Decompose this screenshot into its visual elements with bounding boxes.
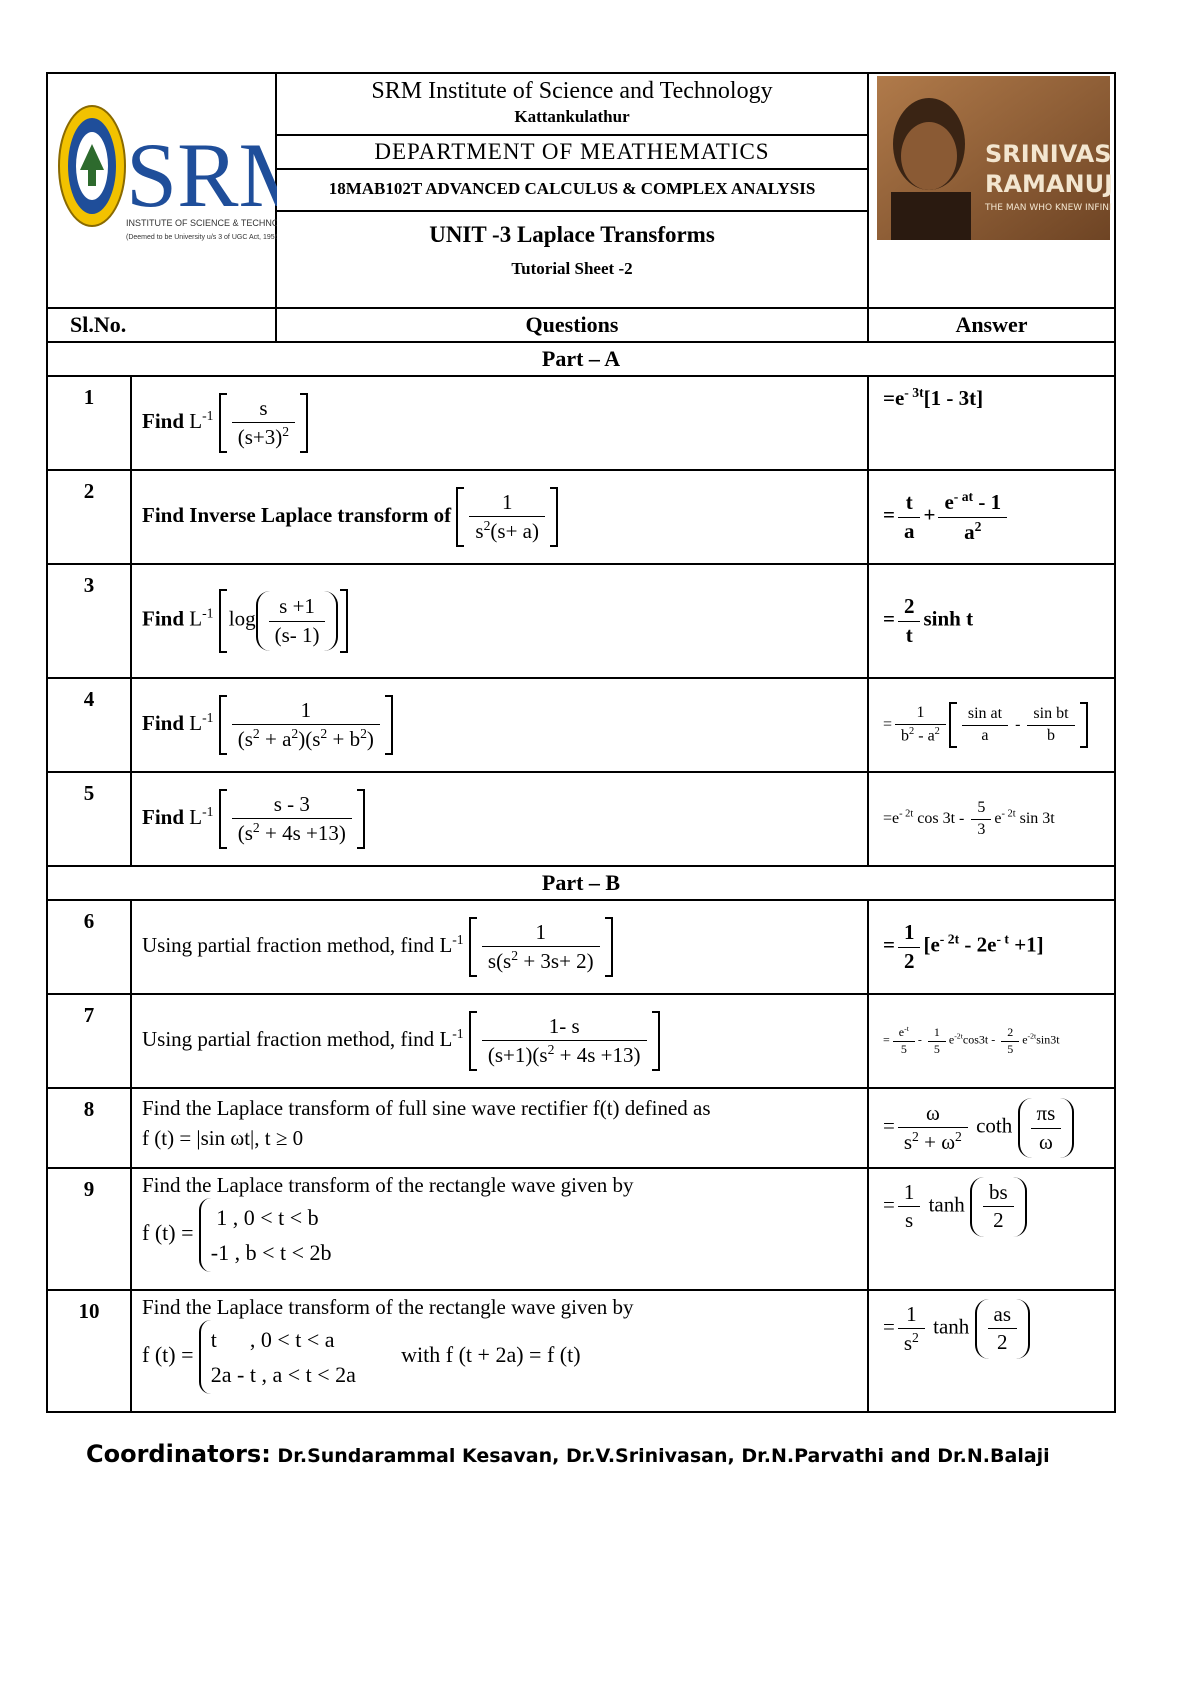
- col-answer: Answer: [868, 308, 1115, 342]
- table-row: [47, 564, 1115, 678]
- question: Find $L^{-1}$ $\frac{s - 3}{(s^2 + 4s +13)}$: [131, 772, 868, 866]
- question: Find $L^{-1}$ $\frac{1}{(s^2 + a^2)(s^2 + b^2)}$: [131, 678, 868, 772]
- col-sl: Sl.No.: [47, 308, 276, 342]
- row-number: 1: [47, 376, 131, 470]
- answer: = $\frac{1}{2}$ $[e^{- 2t} - 2e^{- t} +1]$: [868, 900, 1115, 994]
- row-number: 8: [47, 1088, 131, 1168]
- column-header-row: [47, 308, 1115, 342]
- location: Kattankulathur: [277, 102, 867, 136]
- svg-text:THE MAN WHO KNEW INFINITY: THE MAN WHO KNEW INFINITY: [985, 203, 1112, 213]
- answer: = $\frac{e^{-t}}{5}$ - $\frac{1}{5}$ $e^{-2t}\cos 3t$ - $\frac{2}{5}$ $e^{-2t}\sin 3t$: [868, 994, 1115, 1088]
- svg-text:SRM: SR: [126, 124, 239, 226]
- question: Find $L^{-1}$ $\frac{s}{(s+3)^2}$: [131, 376, 868, 470]
- srm-logo: [47, 73, 276, 308]
- part-b-row: [47, 866, 1115, 900]
- department: DEPARTMENT OF MEATHEMATICS: [277, 136, 867, 170]
- row-number: 10: [47, 1290, 131, 1412]
- svg-text:INSTITUTE OF SCIENCE & TECHNOL: INSTITUTE OF SCIENCE & TECHNO: [126, 218, 277, 228]
- coordinators: [86, 1440, 1050, 1468]
- course-title: 18MAB102T ADVANCED CALCULUS & COMPLEX ANALYSIS: [277, 170, 867, 212]
- answer: $=e^{- 2t}$ cos 3t - $\frac{5}{3}$ $e^{- 2t}$ sin 3t: [868, 772, 1115, 866]
- answer: = $\frac{1}{b^2 - a^2}$ $\frac{\text{sin at}}{a}$ - $\frac{\text{sin bt}}{b}$: [868, 678, 1115, 772]
- svg-text:RAMANUJAN: RAMANUJ: [985, 170, 1112, 198]
- table-row: [47, 772, 1115, 866]
- question: Find Inverse Laplace transform of $\frac{1}{s^2(s+ a)}$: [131, 470, 868, 564]
- table-row: [47, 994, 1115, 1088]
- coordinators-label: Coordinators:: [86, 1440, 271, 1468]
- row-number: 2: [47, 470, 131, 564]
- table-row: [47, 1168, 1115, 1290]
- answer: $=e^{- 3t}[1 - 3t]$: [868, 376, 1115, 470]
- sheet-title: Tutorial Sheet -2: [511, 259, 633, 278]
- question: Using partial fraction method, find $L^{-1}$ $\frac{1}{s(s^2 + 3s+ 2)}$: [131, 900, 868, 994]
- row-number: 4: [47, 678, 131, 772]
- table-row: [47, 376, 1115, 470]
- part-a-label: Part – A: [47, 342, 1115, 376]
- table-row: [47, 678, 1115, 772]
- question: Find the Laplace transform of the rectangle wave given by f (t) = 1 , 0 < t < b -1 , b < t < 2b: [131, 1168, 868, 1290]
- answer: = $\frac{1}{s^2}$ tanh $\frac{as}{2}$: [868, 1290, 1115, 1412]
- coordinators-names: Dr.Sundarammal Kesavan, Dr.V.Srinivasan, Dr.N.Parvathi and Dr.N.Balaji: [277, 1445, 1050, 1467]
- answer: = $\frac{2}{t}$ sinh t: [868, 564, 1115, 678]
- question: Using partial fraction method, find $L^{-1}$ $\frac{1- s}{(s+1)(s^2 + 4s +13)}$: [131, 994, 868, 1088]
- part-a-row: [47, 342, 1115, 376]
- row-number: 7: [47, 994, 131, 1088]
- header-titles: [276, 73, 868, 308]
- row-number: 3: [47, 564, 131, 678]
- portrait-cell: [868, 73, 1115, 308]
- answer: = $\frac{\omega}{s^2 + \omega^2}$ coth $\frac{\pi s}{\omega}$: [868, 1088, 1115, 1168]
- question: Find the Laplace transform of full sine wave rectifier f(t) defined as f (t) = |sin ωt|, t ≥ 0: [131, 1088, 868, 1168]
- unit-title: UNIT -3 Laplace Transforms: [429, 222, 715, 247]
- part-b-label: Part – B: [47, 866, 1115, 900]
- row-number: 9: [47, 1168, 131, 1290]
- table-row: [47, 1088, 1115, 1168]
- table-row: [47, 470, 1115, 564]
- srm-emblem-icon: [48, 74, 277, 302]
- question: Find $L^{-1}$ log $\frac{s +1}{(s- 1)}$: [131, 564, 868, 678]
- table-row: [47, 1290, 1115, 1412]
- svg-text:(Deemed to be University u/s 3: (Deemed to be University u/s 3 of UGC Act, 1956): [126, 234, 277, 241]
- col-questions: Questions: [276, 308, 868, 342]
- table-row: [47, 900, 1115, 994]
- answer: = $\frac{t}{a}$ + $\frac{e^{- at} - 1}{a^2}$: [868, 470, 1115, 564]
- row-number: 6: [47, 900, 131, 994]
- question: Find the Laplace transform of the rectangle wave given by f (t) = t , 0 < t < a 2a - t , a < t < 2a with f (t + 2a) = f (t): [131, 1290, 868, 1412]
- ramanujan-portrait-icon: [869, 74, 1112, 242]
- answer: = $\frac{1}{s}$ tanh $\frac{bs}{2}$: [868, 1168, 1115, 1290]
- header-row: [47, 73, 1115, 308]
- institute-name: SRM Institute of Science and Technology: [371, 78, 773, 104]
- tutorial-table: [46, 72, 1116, 1413]
- svg-text:SRINIVASA: SRINIVAS: [985, 140, 1112, 168]
- row-number: 5: [47, 772, 131, 866]
